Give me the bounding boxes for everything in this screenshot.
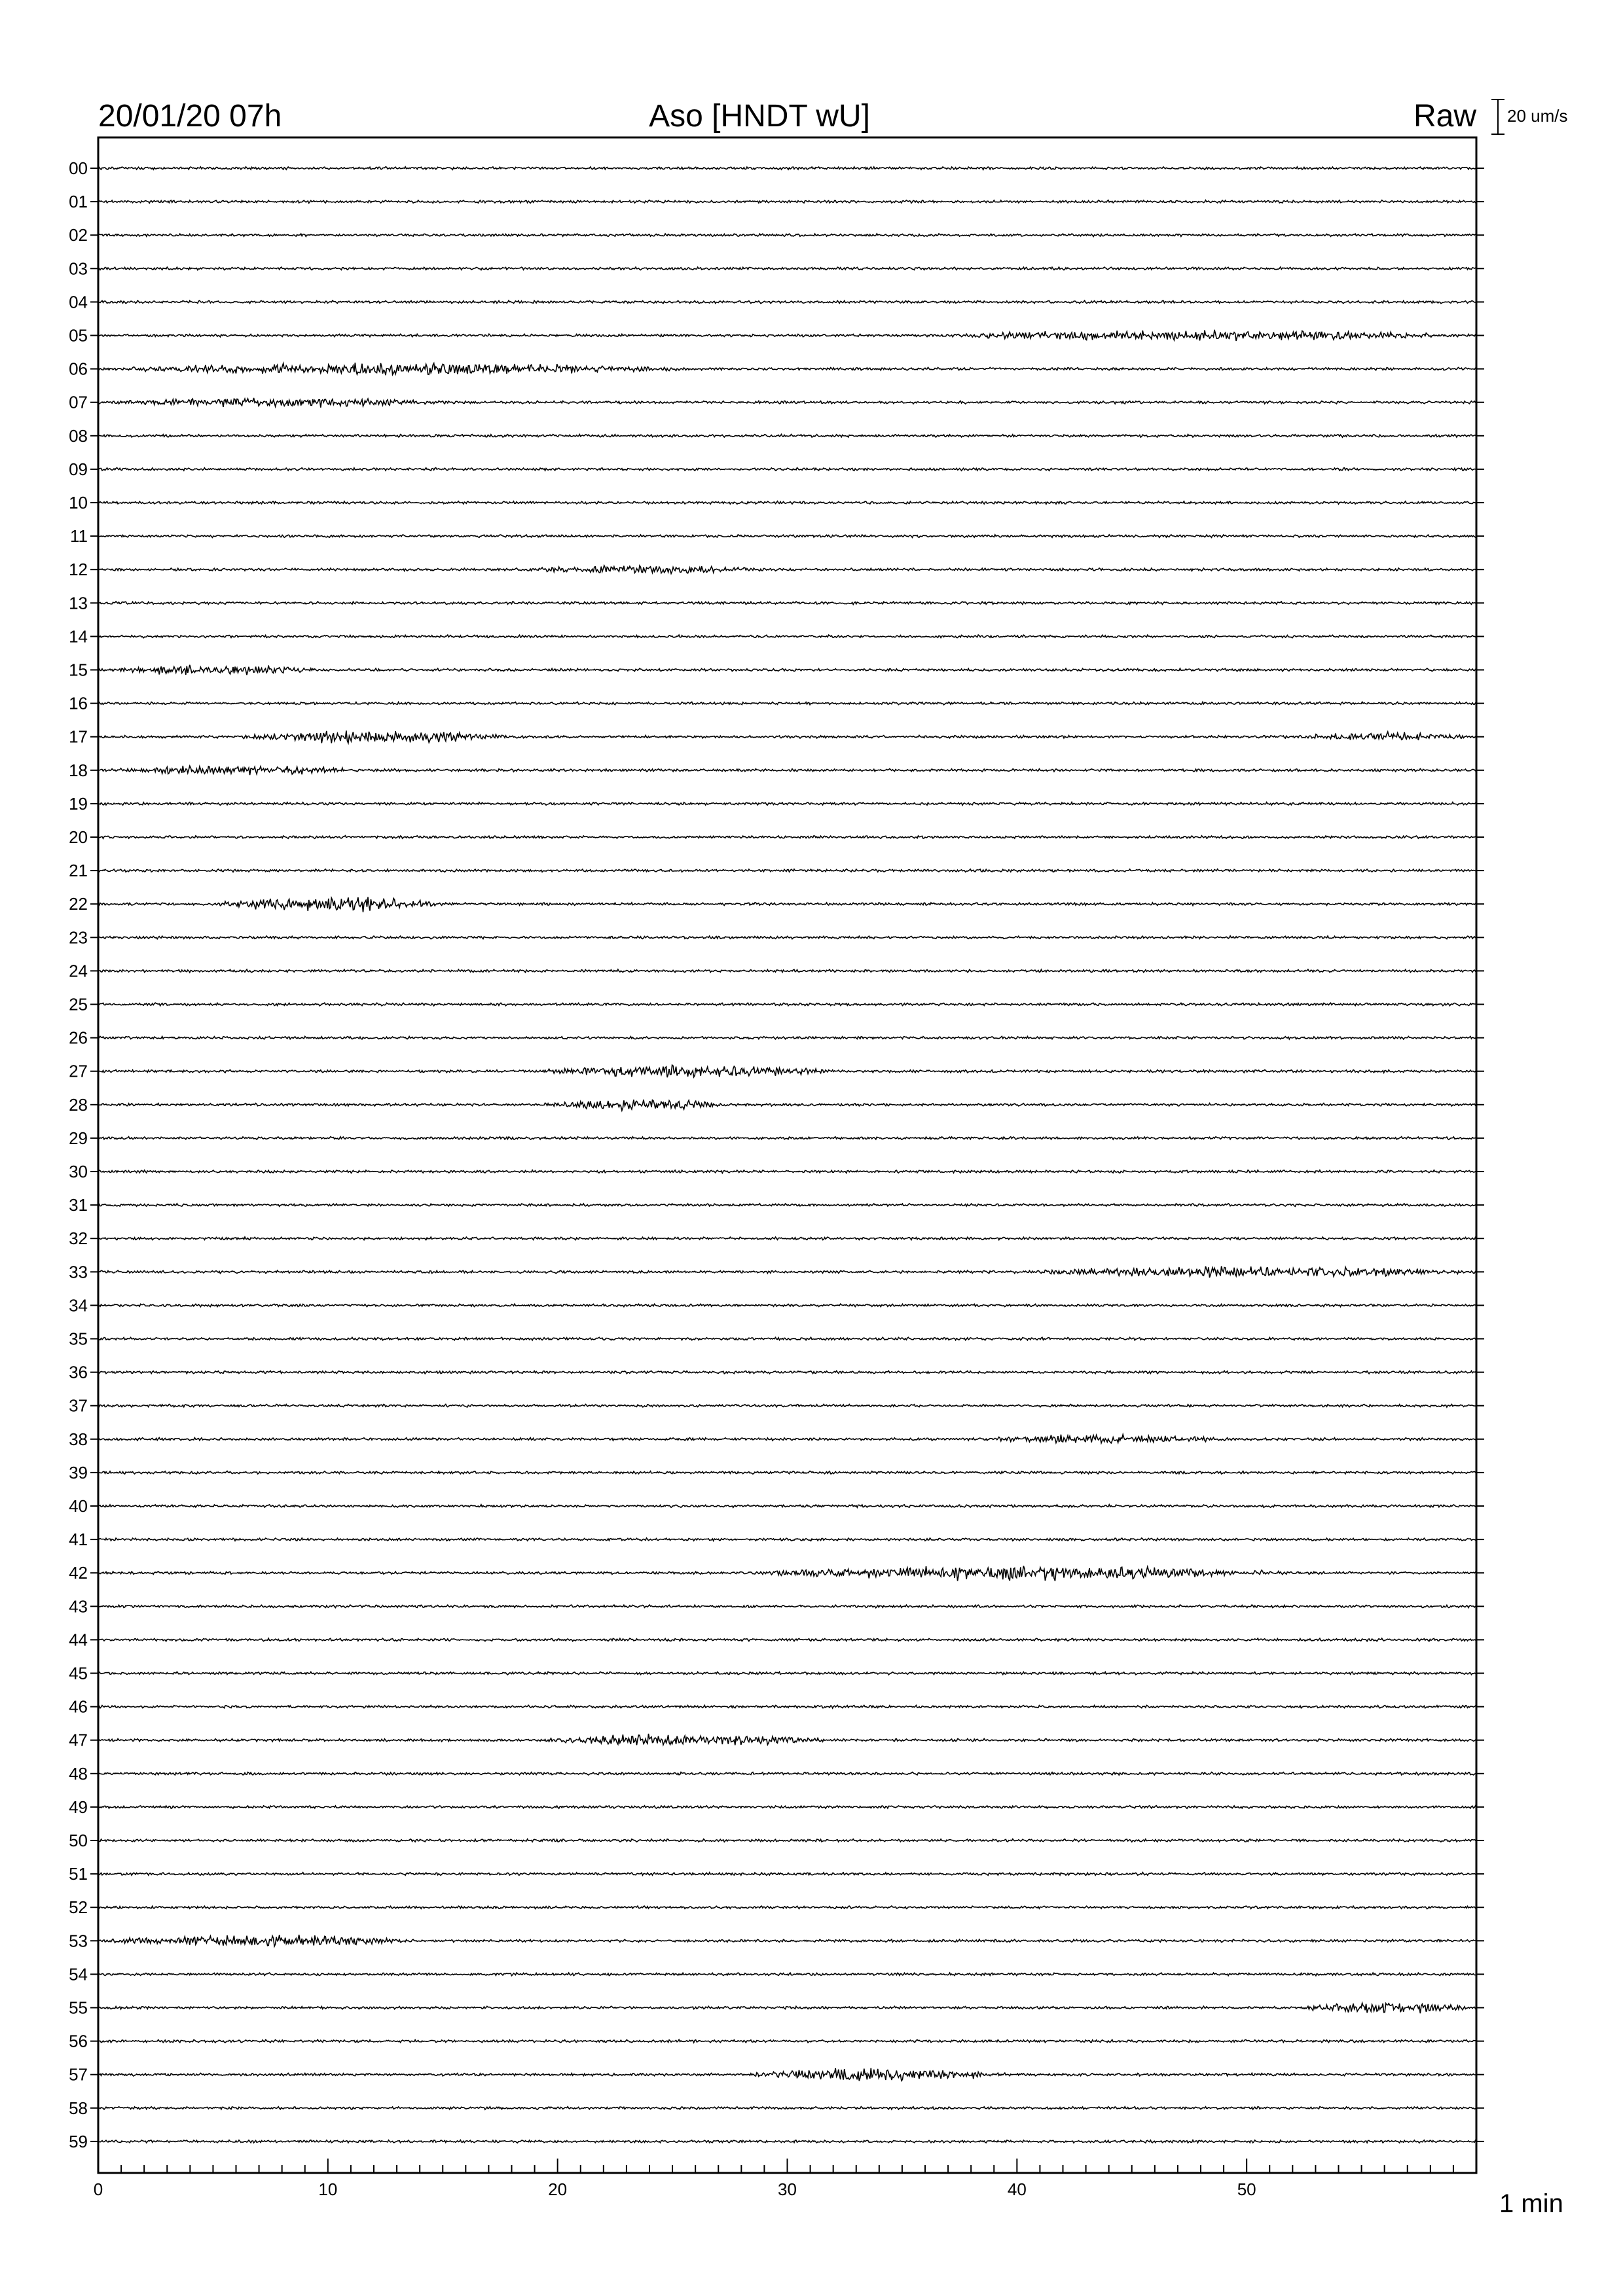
row-label-30: 30 — [69, 1162, 88, 1181]
x-axis-label: 1 min — [1499, 2189, 1563, 2218]
trace-51 — [98, 1873, 1476, 1876]
row-label-group — [69, 158, 1484, 2151]
trace-06 — [98, 363, 1476, 375]
row-label-36: 36 — [69, 1362, 88, 1382]
trace-40 — [98, 1505, 1476, 1508]
trace-13 — [98, 601, 1476, 605]
row-label-40: 40 — [69, 1496, 88, 1516]
row-label-32: 32 — [69, 1229, 88, 1249]
trace-59 — [98, 2140, 1476, 2144]
row-label-53: 53 — [69, 1931, 88, 1951]
trace-45 — [98, 1672, 1476, 1675]
row-label-14: 14 — [69, 626, 88, 647]
trace-54 — [98, 1973, 1476, 1976]
row-label-07: 07 — [69, 392, 88, 412]
row-label-45: 45 — [69, 1663, 88, 1683]
trace-05 — [98, 330, 1476, 341]
row-label-59: 59 — [69, 2131, 88, 2151]
row-label-19: 19 — [69, 793, 88, 814]
row-label-00: 00 — [69, 158, 88, 178]
trace-15 — [98, 665, 1476, 675]
row-label-09: 09 — [69, 459, 88, 479]
trace-00 — [98, 167, 1476, 170]
trace-28 — [98, 1100, 1476, 1111]
row-label-28: 28 — [69, 1094, 88, 1115]
trace-32 — [98, 1237, 1476, 1240]
row-label-08: 08 — [69, 425, 88, 446]
row-label-11: 11 — [70, 526, 88, 547]
row-label-31: 31 — [69, 1195, 88, 1215]
trace-11 — [98, 535, 1476, 538]
row-label-23: 23 — [69, 927, 88, 948]
row-label-26: 26 — [69, 1028, 88, 1048]
row-label-39: 39 — [69, 1462, 88, 1482]
trace-18 — [98, 766, 1476, 775]
trace-48 — [98, 1772, 1476, 1776]
trace-20 — [98, 836, 1476, 839]
trace-33 — [98, 1266, 1476, 1278]
x-tick-label-10: 10 — [318, 2179, 338, 2199]
trace-43 — [98, 1605, 1476, 1608]
row-label-42: 42 — [69, 1563, 88, 1583]
trace-37 — [98, 1405, 1476, 1408]
x-tick-label-40: 40 — [1007, 2179, 1027, 2199]
trace-23 — [98, 936, 1476, 939]
row-label-55: 55 — [69, 1998, 88, 2018]
trace-50 — [98, 1839, 1476, 1842]
trace-36 — [98, 1371, 1476, 1374]
x-tick-label-50: 50 — [1237, 2179, 1256, 2199]
row-label-33: 33 — [69, 1262, 88, 1282]
row-label-24: 24 — [69, 961, 88, 981]
row-label-21: 21 — [69, 861, 88, 881]
trace-21 — [98, 869, 1476, 872]
row-label-57: 57 — [69, 2064, 88, 2085]
x-axis — [94, 2159, 1476, 2199]
trace-53 — [98, 1935, 1476, 1946]
row-label-46: 46 — [69, 1696, 88, 1717]
trace-27 — [98, 1065, 1476, 1077]
row-label-18: 18 — [69, 760, 88, 780]
x-tick-label-30: 30 — [778, 2179, 797, 2199]
row-label-52: 52 — [69, 1897, 88, 1918]
row-label-06: 06 — [69, 359, 88, 379]
trace-47 — [98, 1734, 1476, 1745]
row-label-50: 50 — [69, 1831, 88, 1850]
trace-group — [98, 167, 1476, 2143]
row-label-03: 03 — [69, 259, 88, 279]
trace-02 — [98, 234, 1476, 237]
row-label-04: 04 — [69, 292, 88, 312]
row-label-47: 47 — [69, 1730, 88, 1750]
row-label-05: 05 — [69, 325, 88, 346]
trace-56 — [98, 2039, 1476, 2043]
row-label-02: 02 — [69, 225, 88, 245]
trace-58 — [98, 2107, 1476, 2110]
trace-55 — [98, 2003, 1476, 2013]
trace-03 — [98, 267, 1476, 270]
row-label-34: 34 — [69, 1295, 88, 1316]
row-label-56: 56 — [69, 2031, 88, 2051]
trace-04 — [98, 300, 1476, 304]
trace-26 — [98, 1036, 1476, 1039]
trace-35 — [98, 1337, 1476, 1340]
row-label-25: 25 — [69, 994, 88, 1014]
trace-08 — [98, 435, 1476, 438]
trace-14 — [98, 635, 1476, 638]
trace-52 — [98, 1906, 1476, 1909]
row-label-43: 43 — [69, 1596, 88, 1617]
row-label-22: 22 — [69, 894, 88, 914]
row-label-44: 44 — [69, 1630, 88, 1650]
trace-42 — [98, 1566, 1476, 1581]
row-label-10: 10 — [69, 493, 88, 512]
row-label-15: 15 — [69, 660, 88, 680]
row-label-38: 38 — [69, 1429, 88, 1449]
row-label-01: 01 — [69, 192, 88, 212]
mode-label: Raw — [1413, 99, 1476, 134]
trace-25 — [98, 1003, 1476, 1006]
trace-39 — [98, 1471, 1476, 1475]
trace-44 — [98, 1638, 1476, 1641]
row-label-35: 35 — [69, 1329, 88, 1349]
x-tick-label-20: 20 — [548, 2179, 568, 2199]
scale-bar — [1491, 99, 1568, 134]
row-label-17: 17 — [69, 726, 88, 747]
row-label-27: 27 — [69, 1061, 88, 1081]
trace-46 — [98, 1705, 1476, 1708]
trace-38 — [98, 1435, 1476, 1443]
trace-49 — [98, 1806, 1476, 1809]
scale-label: 20 um/s — [1507, 106, 1568, 126]
trace-30 — [98, 1170, 1476, 1174]
row-label-49: 49 — [69, 1797, 88, 1817]
trace-22 — [98, 897, 1476, 912]
row-label-12: 12 — [69, 560, 88, 580]
trace-16 — [98, 702, 1476, 705]
trace-17 — [98, 730, 1476, 743]
trace-07 — [98, 398, 1476, 408]
trace-19 — [98, 802, 1476, 806]
trace-24 — [98, 969, 1476, 973]
datetime-label: 20/01/20 07h — [98, 99, 282, 134]
row-label-58: 58 — [69, 2098, 88, 2118]
row-label-37: 37 — [69, 1395, 88, 1416]
trace-09 — [98, 468, 1476, 471]
trace-29 — [98, 1137, 1476, 1140]
row-label-51: 51 — [69, 1864, 88, 1884]
row-label-54: 54 — [69, 1964, 88, 1984]
row-label-29: 29 — [69, 1128, 88, 1148]
x-tick-label-0: 0 — [93, 2179, 103, 2199]
trace-57 — [98, 2068, 1476, 2081]
row-label-41: 41 — [69, 1530, 88, 1550]
row-label-20: 20 — [69, 827, 88, 847]
trace-31 — [98, 1204, 1476, 1207]
row-label-13: 13 — [69, 593, 88, 613]
station-title: Aso [HNDT wU] — [649, 99, 870, 134]
trace-01 — [98, 200, 1476, 204]
row-label-16: 16 — [69, 693, 88, 713]
trace-10 — [98, 501, 1476, 505]
trace-12 — [98, 565, 1476, 573]
plot-frame — [98, 137, 1476, 2173]
trace-41 — [98, 1538, 1476, 1541]
row-label-48: 48 — [69, 1763, 88, 1784]
trace-34 — [98, 1304, 1476, 1306]
